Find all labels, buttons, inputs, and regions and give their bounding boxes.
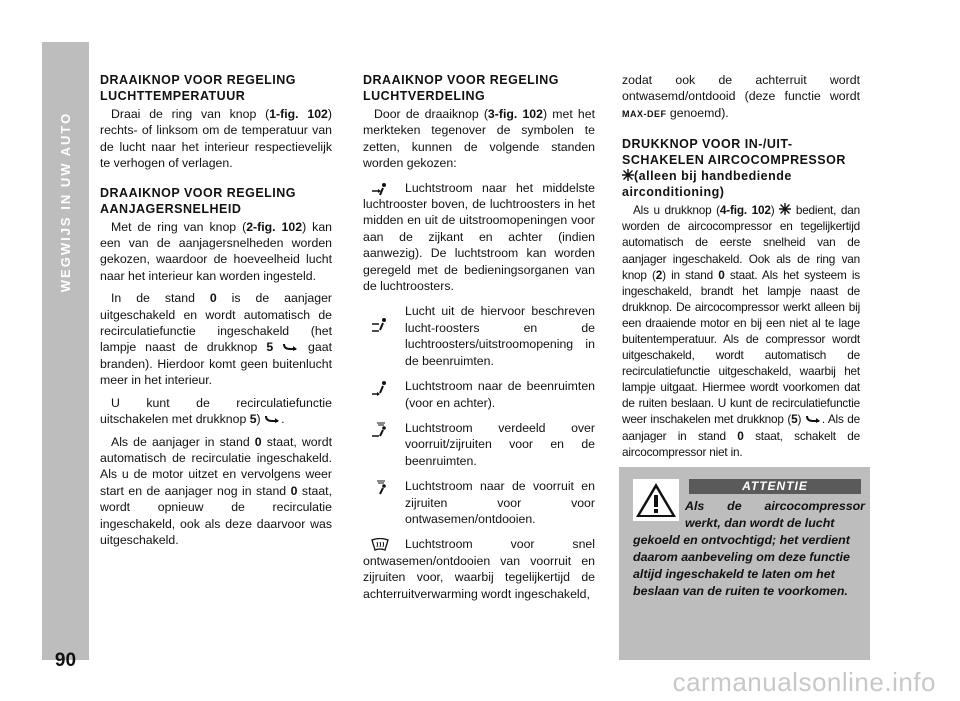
- recirculation-icon: [805, 414, 822, 423]
- max-defrost-icon: [369, 538, 391, 554]
- figure-reference: 2-fig. 102: [246, 219, 303, 234]
- warning-title: ATTENTIE: [689, 479, 861, 494]
- airflow-windscreen-feet-icon: [369, 422, 391, 438]
- distribution-option-face: Luchtstroom naar het middelste luchtrooster boven, de luchtroosters in het midden en uit de uitstroomopeningen voor aan de zijkant en achter (indien aanwezig). De luchtstroom kan worden geregeld met de bedieningsorganen van de luchtroosters.: [363, 180, 595, 294]
- section-title: WEGWIJS IN UW AUTO: [58, 111, 73, 293]
- sidebar: [42, 42, 89, 671]
- distribution-option-max-def: Luchtstroom voor snel ontwasemen/ontdooien van voorruit en zijruiten voor, waarbij tegelijkertijd de achterruitverwarming wordt ingeschakeld,: [363, 537, 595, 601]
- snowflake-icon: [622, 169, 634, 181]
- heading-fan-speed: DRAAIKNOP VOOR REGELING AANJAGERSNELHEID: [100, 185, 297, 216]
- column-3: [622, 72, 860, 460]
- recirculation-icon: [264, 414, 281, 423]
- airflow-windscreen-icon: [369, 480, 391, 496]
- paragraph: In de stand 0 is de aanjager uitgeschakeld en wordt automatisch de recirculatiefunctie ingeschakeld (het lampje naast de drukknop 5 gaat branden). Hierdoor komt geen buitenlucht meer in het interieur.: [100, 291, 332, 388]
- paragraph: Door de draaiknop (3-fig. 102) met het merkteken tegenover de symbolen te zetten, kunnen de volgende standen worden gekozen:: [363, 107, 595, 171]
- max-def-label: MAX-DEF: [622, 108, 667, 119]
- paragraph: Als u drukknop (4-fig. 102) bedient, dan worden de aircocompressor en tegelijkertijd automatisch de eerste snelheid van de aanjager ingeschakeld. Ook als de ring van knop (2) in stand 0 staat. Als het systeem is ingeschakeld, brandt het lampje naast de drukknop. De aircocompressor werkt alleen bij een draaiende motor en bij een niet al te lage buitentemperatuur. Als de compressor wordt uitgeschakeld, wordt automatisch de recirculatiefunctie uitgeschakeld, waarbij het lampje uitgaat. Hiermee wordt voorkomen dat de ruiten beslaan. U kunt de recirculatiefunctie weer inschakelen met drukknop (5) . Als de aanjager in stand 0 staat, schakelt de aircocompressor niet in.: [622, 203, 861, 459]
- heading-compressor: DRUKKNOP VOOR IN-/UIT-SCHAKELEN AIRCOCOMPRESSOR (alleen bij handbediende airconditioning): [622, 137, 846, 200]
- paragraph: Als de aanjager in stand 0 staat, wordt automatisch de recirculatie ingeschakeld. Als u de motor uitzet en vervolgens weer start en de aanjager nog in stand 0 staat, wordt opnieuw de recirculatie ingeschakeld, ook als deze daarvoor was uitgeschakeld.: [100, 434, 333, 547]
- paragraph: zodat ook de achterruit wordt ontwasemd/ontdooid (deze functie wordt MAX-DEF genoemd).: [622, 73, 860, 120]
- paragraph: Met de ring van knop (2-fig. 102) kan een van de aanjagersnelheden worden gekozen, waardoor de hoeveelheid lucht naar het interieur kan worden ingesteld.: [100, 219, 333, 283]
- figure-reference: 1-fig. 102: [269, 107, 328, 121]
- paragraph: Draai de ring van knop (1-fig. 102) rechts- of linksom om de temperatuur van de lucht naar het interieur respectievelijk te verhogen of verlagen.: [100, 107, 332, 171]
- heading-temperature: DRAAIKNOP VOOR REGELING LUCHTTEMPERATUUR: [100, 73, 297, 103]
- distribution-option-feet: Luchtstroom naar de beenruimten (voor en achter).: [363, 378, 595, 411]
- heading-air-distribution: DRAAIKNOP VOOR REGELING LUCHTVERDELING: [363, 73, 560, 103]
- airflow-face-icon: [369, 182, 391, 198]
- airflow-feet-icon: [369, 380, 391, 396]
- column-1: [100, 72, 332, 548]
- figure-reference: 3-fig. 102: [487, 107, 543, 121]
- column-2: [363, 72, 595, 611]
- airflow-face-feet-icon: [369, 317, 391, 333]
- distribution-option-windscreen-feet: Luchtstroom verdeeld over voorruit/zijruiten voor en de beenruimten.: [363, 420, 595, 469]
- page-number: 90: [54, 650, 77, 671]
- distribution-option-windscreen: Luchtstroom naar de voorruit en zijruiten voor voor ontwasemen/ontdooien.: [363, 478, 595, 527]
- recirculation-icon: [282, 342, 299, 351]
- paragraph: U kunt de recirculatiefunctie uitschakelen met drukknop 5) .: [100, 395, 332, 427]
- watermark: carmanualsonline.info: [672, 667, 936, 697]
- figure-reference: 4-fig. 102: [719, 203, 771, 218]
- snowflake-icon: [779, 203, 791, 215]
- distribution-option-face-feet: Lucht uit de hiervoor beschreven lucht-roosters en de luchtroosters/uitstroomopening in de beenruimten.: [363, 303, 595, 369]
- warning-text: Als de aircocompressor werkt, dan wordt de lucht gekoeld en ontvochtigd; het verdient daarom aanbeveling om deze functie altijd ingeschakeld te laten om het beslaan van de ruiten te voorkomen.: [633, 499, 865, 598]
- warning-box: [619, 467, 870, 660]
